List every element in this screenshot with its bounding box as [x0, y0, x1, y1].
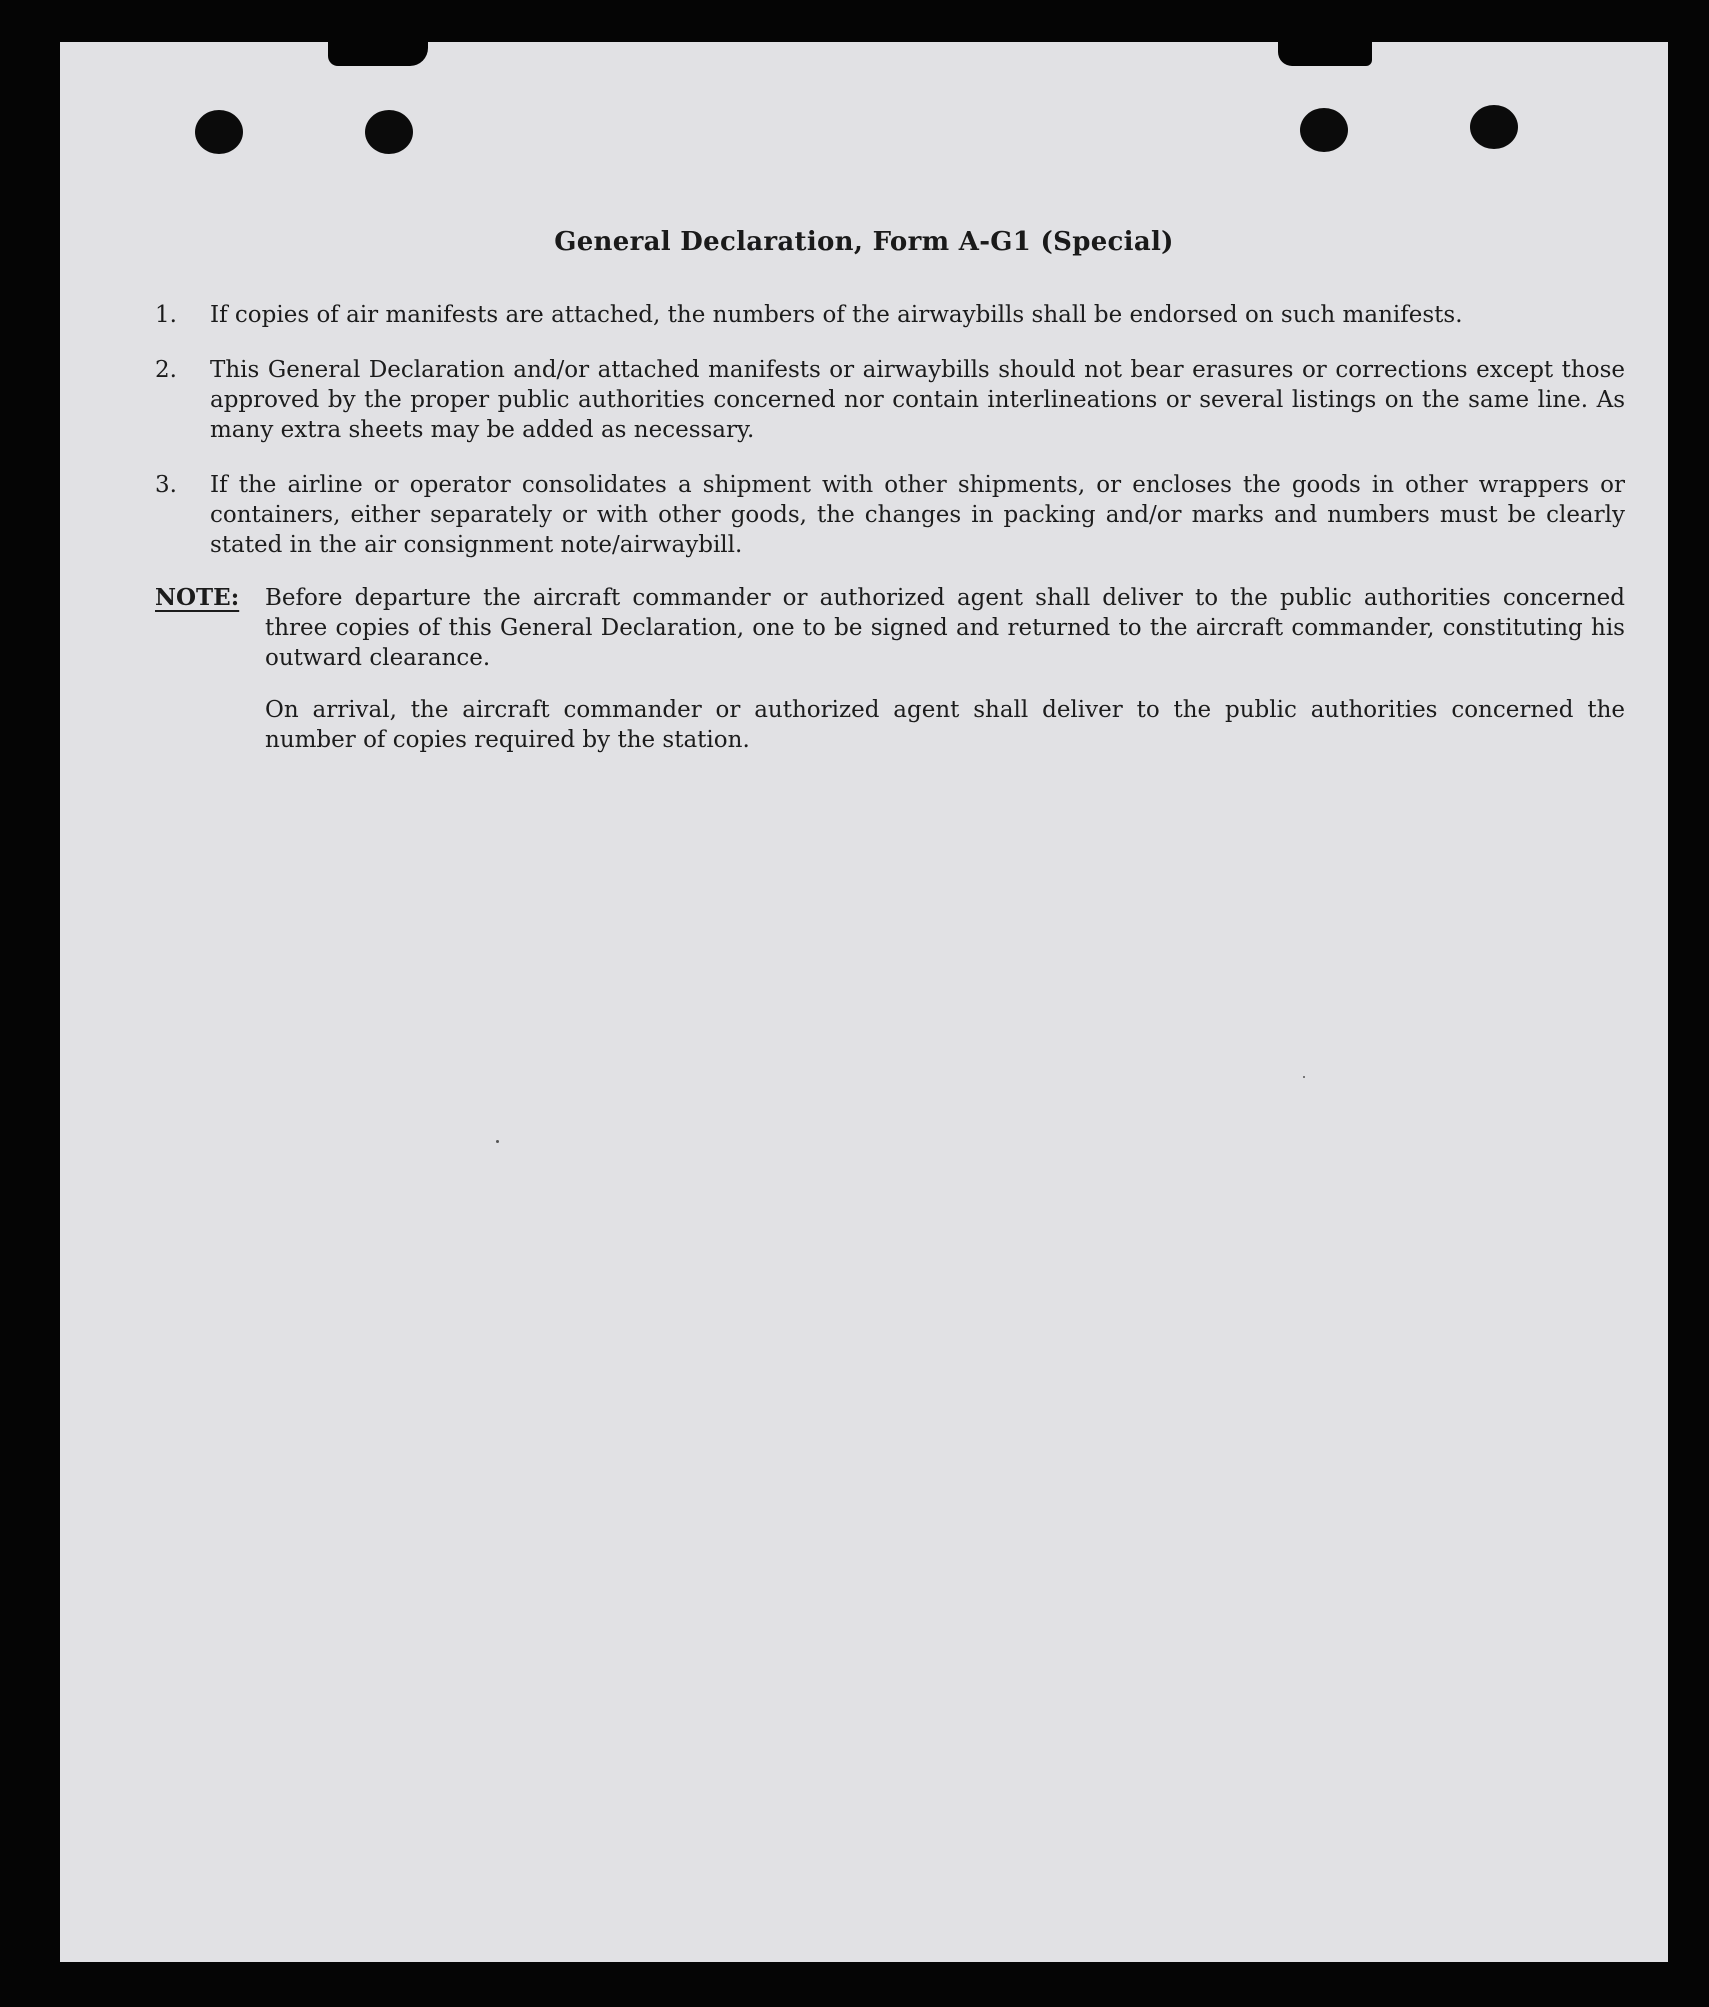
page-tab-notch [1278, 40, 1372, 66]
punch-hole [1300, 108, 1348, 152]
paper-speck [1303, 1076, 1305, 1078]
page-tab-notch [328, 40, 428, 66]
item-text: This General Declaration and/or attached manifests or airwaybills should not bear erasures or corrections except those approved by the proper public authorities concerned nor contain interlineations or several listings on the same line. As many extra sheets may be added as necessary. [210, 357, 1625, 443]
document-page [60, 42, 1668, 1962]
item-number: 3. [155, 472, 177, 498]
item-number: 2. [155, 357, 177, 383]
item-text: If the airline or operator consolidates a shipment with other shipments, or encloses the goods in other wrappers or containers, either separately or with other goods, the changes in packing and/or marks and numbers must be clearly stated in the air consignment note/airwaybill. [210, 472, 1625, 558]
document-title: General Declaration, Form A-G1 (Special) [554, 227, 1174, 257]
punch-hole [195, 110, 243, 154]
note-label: NOTE: [155, 584, 240, 611]
note-section [155, 583, 1625, 755]
item-number: 1. [155, 302, 177, 328]
punch-hole [365, 110, 413, 154]
instruction-item [155, 355, 1625, 445]
instruction-item [155, 300, 1625, 330]
punch-hole [1470, 105, 1518, 149]
item-text: If copies of air manifests are attached, the numbers of the airwaybills shall be endorsed on such manifests. [210, 302, 1463, 328]
instruction-item [155, 470, 1625, 560]
note-paragraph-arrival: On arrival, the aircraft commander or authorized agent shall deliver to the public authorities concerned the number of copies required by the station. [265, 697, 1625, 753]
note-paragraph-departure: Before departure the aircraft commander or authorized agent shall deliver to the public authorities concerned three copies of this General Declaration, one to be signed and returned to the aircraft commander, constituting his outward clearance. [265, 585, 1625, 671]
paper-speck [496, 1140, 499, 1143]
